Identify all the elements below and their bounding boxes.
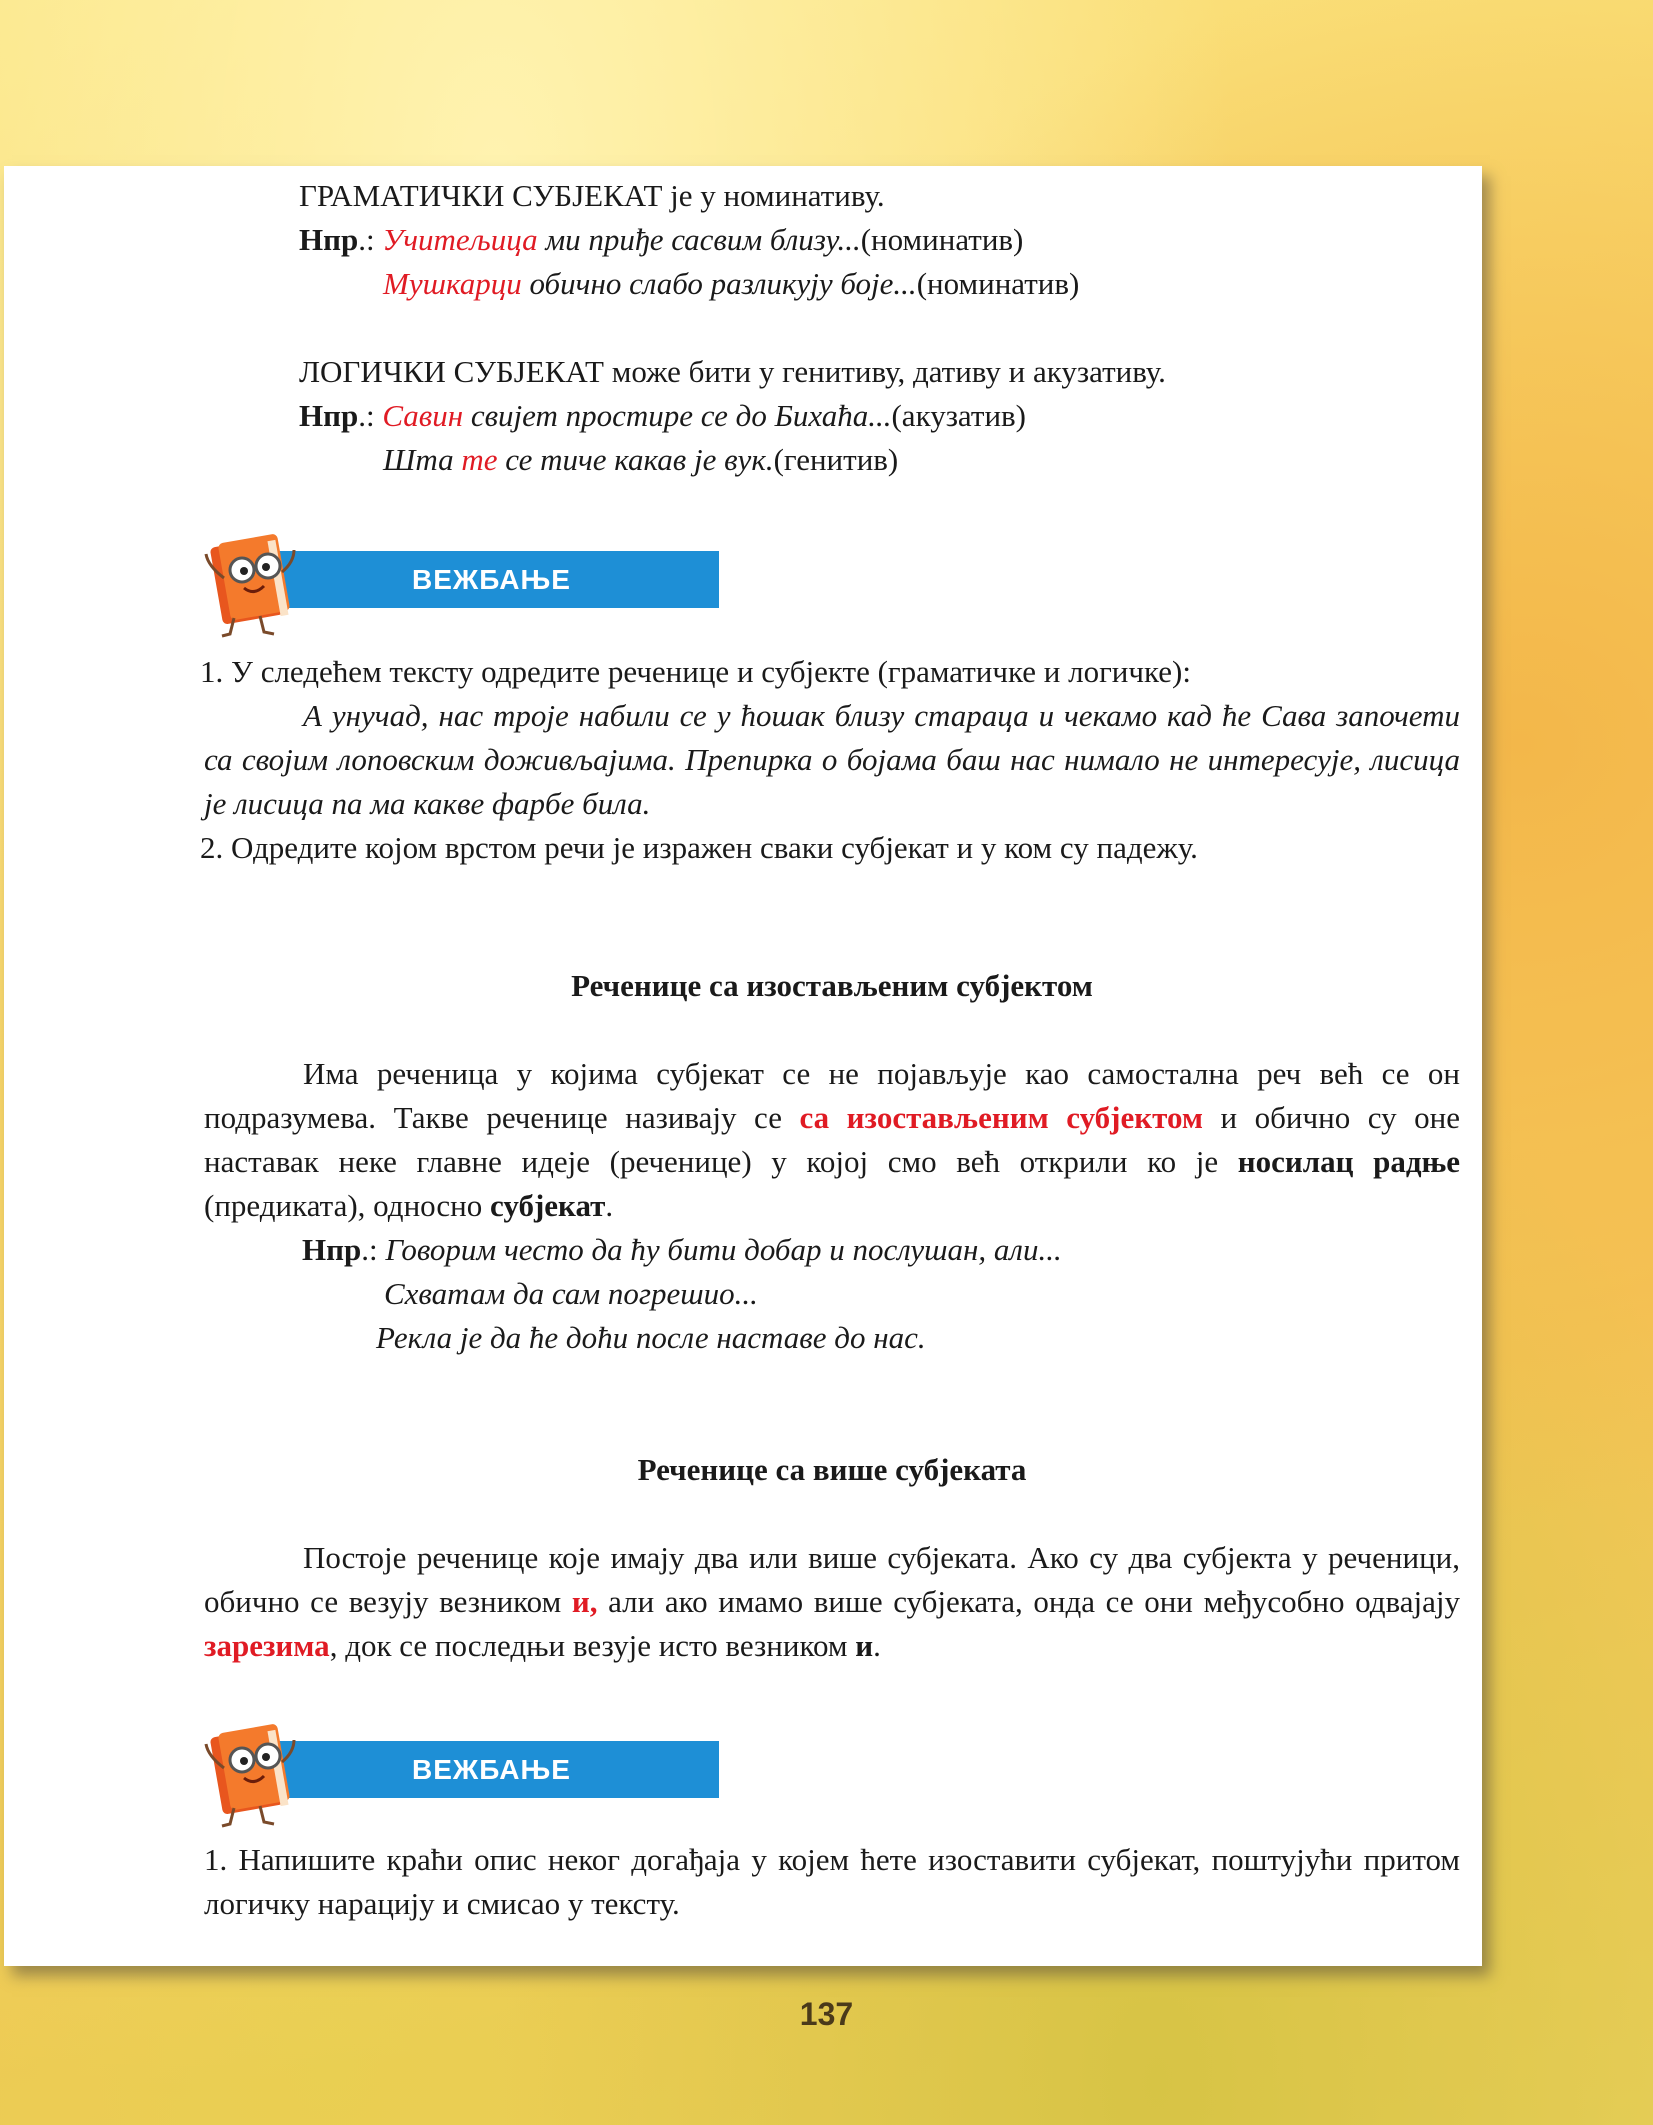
- grammatical-subject-rule: ГРАМАТИЧКИ СУБЈЕКАТ је у номинативу.: [299, 178, 885, 213]
- subject-highlight: те: [461, 442, 498, 477]
- omitted-example-1: Нпр.: Говорим често да ћу бити добар и послушан, али...: [302, 1232, 1062, 1267]
- npr-label: Нпр: [302, 1232, 362, 1267]
- logical-subject-rule: ЛОГИЧКИ СУБЈЕКАТ може бити у генитиву, дативу и акузативу.: [299, 354, 1166, 389]
- omitted-example-2: Схватам да сам погрешио...: [384, 1276, 758, 1311]
- omitted-example-3: Рекла је да ће доћи после наставе до нас.: [376, 1320, 926, 1355]
- exercise-banner-label: ВЕЖБАЊЕ: [412, 564, 571, 595]
- logical-example-1: Нпр.: Савин свијет простире се до Бихаћа...(акузатив): [299, 398, 1026, 433]
- multiple-subjects-paragraph: Постоје реченице које имају два или више субјеката. Ако су два субјекта у реченици, обично се везују везником и, али ако имамо више субјеката, онда се они међусобно одвајају зарезима, док се последњи везује исто везником и.: [204, 1540, 1460, 1663]
- term-highlight: зарезима: [204, 1628, 330, 1663]
- exercise-banner: [194, 526, 719, 626]
- exercise1-task2: 2. Одредите којом врстом речи је изражен сваки субјекат и у ком су падежу.: [200, 830, 1198, 865]
- omitted-subject-paragraph: Има реченица у којима субјекат се не појављује као самостална реч већ се он подразумева. Такве реченице називају се са изостављеним субјектом и обично су оне наставак неке главне идеје (реченице) у којој смо већ открили ко је носилац радње (предиката), односно субјекат.: [204, 1056, 1460, 1223]
- section-heading-omitted-subject: Реченице са изостављеним субјектом: [571, 968, 1093, 1003]
- grammatical-example-2: Мушкарци обично слабо разликују боје...(номинатив): [383, 266, 1080, 301]
- section-heading-multiple-subjects: Реченице са више субјеката: [637, 1452, 1027, 1487]
- exercise-banner-bar: [254, 1741, 719, 1798]
- subject-highlight: Учитељица: [382, 222, 538, 257]
- exercise2-task1: 1. Напишите краћи опис неког догађаја у којем ћете изоставити субјекат, поштујући притом логичку нарацију и смисао у тексту.: [204, 1842, 1460, 1921]
- exercise-banner: [194, 1716, 719, 1816]
- subject-highlight: Мушкарци: [383, 266, 522, 301]
- page-number: 137: [799, 1996, 854, 2032]
- book-mascot-icon: [194, 1716, 309, 1831]
- logical-example-2: Шта те се тиче какав је вук.(генитив): [383, 442, 899, 477]
- exercise-banner-label: ВЕЖБАЊЕ: [412, 1754, 571, 1785]
- term-highlight: са изостављеним субјектом: [799, 1100, 1203, 1135]
- subject-highlight: Савин: [382, 398, 464, 433]
- book-mascot-icon: [194, 526, 309, 641]
- exercise1-passage: А унучад, нас троје набили се у ћошак близу стараца и чекамо кад ће Сава започети са својим лоповским доживљајима. Препирка о бојама баш нас нимало не интересује, лисица је лисица па ма какве фарбе била.: [204, 698, 1460, 821]
- exercise-banner-bar: [254, 551, 719, 608]
- exercise1-task1: 1. У следећем тексту одредите реченице и субјекте (граматичке и логичке):: [200, 654, 1191, 689]
- npr-label: Нпр: [299, 222, 359, 257]
- grammatical-example-1: Нпр.: Учитељица ми приђе сасвим близу...(номинатив): [299, 222, 1024, 257]
- npr-label: Нпр: [299, 398, 359, 433]
- term-highlight: и,: [571, 1584, 598, 1619]
- page-sheet: [4, 166, 1482, 1966]
